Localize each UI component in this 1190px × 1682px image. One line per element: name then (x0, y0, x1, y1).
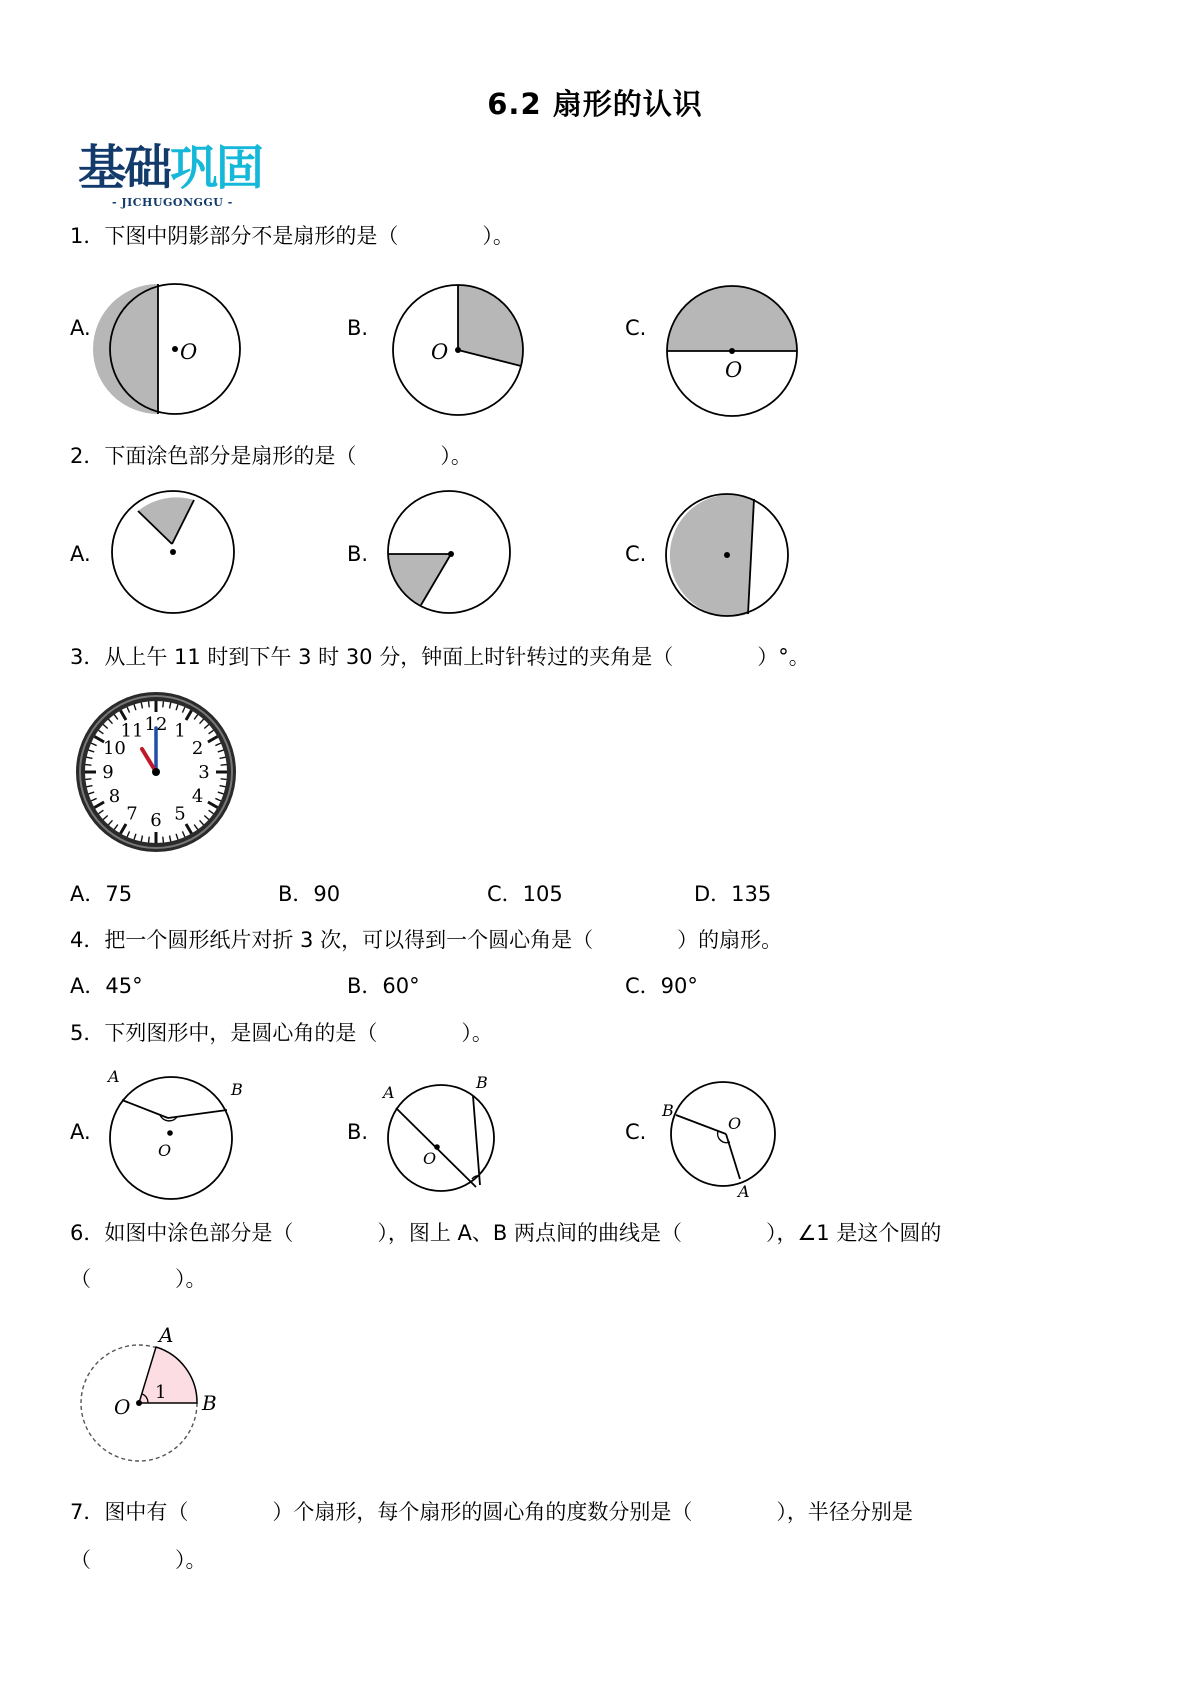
q1-option-c-label: C. (625, 316, 647, 340)
clock-minor-tick (149, 837, 150, 843)
q2-text: 2．下面涂色部分是扇形的是（ ）。 (70, 444, 472, 468)
clock-minor-tick (163, 701, 164, 707)
q2-figure-b (385, 488, 535, 618)
q1-b-shaded-sector (458, 285, 523, 366)
q2-figure-a (100, 488, 250, 618)
q2-b-center-dot (448, 551, 454, 557)
q1-text: 1．下图中阴影部分不是扇形的是（ ）。 (70, 224, 514, 248)
q4-option-c: C．90° (625, 974, 698, 998)
clock-number-4: 4 (191, 786, 204, 807)
clock-number-12: 12 (144, 714, 168, 735)
clock-minor-tick (221, 765, 227, 766)
section-logo (78, 142, 288, 214)
clock-number-1: 1 (174, 720, 186, 742)
q1-b-center-dot (455, 347, 461, 353)
logo-subtitle: - JICHUGONGGU - (112, 196, 233, 209)
q5-a-circle (110, 1077, 232, 1199)
q1-option-a-label: A. (70, 316, 91, 340)
q1-c-center-label: O (725, 358, 743, 382)
q5-option-b-label: B. (347, 1120, 369, 1144)
q2-c-center-dot (724, 552, 730, 558)
q6-label-b: B (202, 1391, 217, 1415)
q1-option-b-label: B. (347, 316, 369, 340)
q5-a-label-a: A (108, 1067, 120, 1086)
q2-option-b-label: B. (347, 542, 369, 566)
q1-figure-c (663, 280, 813, 420)
logo-text (78, 142, 262, 194)
clock-number-3: 3 (198, 762, 210, 783)
q4-option-b: B．60° (347, 974, 420, 998)
q5-a-label-b: B (231, 1080, 243, 1099)
q6-figure (76, 1318, 246, 1468)
q3-option-c: C．105 (487, 882, 563, 906)
q2-a-center-dot (170, 549, 176, 555)
q1-c-center-dot (729, 348, 735, 354)
clock-minor-tick (85, 765, 91, 766)
q2-b-shaded-region (388, 554, 451, 605)
q1-a-shaded-region (93, 284, 158, 414)
q5-figure-a (100, 1066, 260, 1206)
q1-figure-b (385, 280, 535, 420)
clock-number-7: 7 (126, 803, 138, 825)
clock-number-11: 11 (120, 720, 144, 742)
q3-clock (72, 688, 242, 858)
q3-text: 3．从上午 11 时到下午 3 时 30 分，钟面上时针转过的夹角是（ ）°。 (70, 645, 810, 669)
q4-option-a: A．45° (70, 974, 143, 998)
q2-option-a-label: A. (70, 542, 91, 566)
clock-number-9: 9 (102, 762, 114, 783)
clock-number-2: 2 (191, 738, 204, 759)
logo-text-light: 巩固 (170, 140, 263, 196)
q3-clock-center (152, 768, 160, 776)
q5-c-circle (671, 1082, 775, 1186)
page-title: 6.2 扇形的认识 (487, 87, 703, 121)
q5-a-line-a (122, 1100, 168, 1118)
q6-angle-label: 1 (155, 1382, 167, 1403)
clock-minor-tick (163, 837, 164, 843)
clock-number-5: 5 (174, 803, 186, 825)
q3-option-d: D．135 (694, 882, 772, 906)
clock-number-10: 10 (102, 738, 126, 759)
q2-option-c-label: C. (625, 542, 647, 566)
clock-minor-tick (221, 779, 227, 780)
q6-shaded-sector (139, 1347, 197, 1403)
clock-number-8: 8 (108, 786, 121, 807)
q6-text-line1: 6．如图中涂色部分是（ ），图上 A、B 两点间的曲线是（ ），∠1 是这个圆的 (70, 1221, 942, 1245)
q6-label-a: A (159, 1323, 174, 1347)
q5-c-label-o: O (728, 1114, 742, 1133)
q7-text-line1: 7．图中有（ ）个扇形，每个扇形的圆心角的度数分别是（ ），半径分别是 (70, 1500, 913, 1524)
q5-a-center-dot (167, 1130, 173, 1136)
q3-option-a: A．75 (70, 882, 133, 906)
q5-a-label-o: O (158, 1141, 172, 1160)
q1-figure-a (100, 280, 250, 420)
q6-text-line2: （ ）。 (70, 1267, 207, 1291)
q5-b-label-b: B (476, 1073, 488, 1092)
q1-a-center-dot (172, 346, 178, 352)
logo-text-dark: 基础 (78, 140, 171, 196)
q5-c-line-a (726, 1134, 740, 1179)
q5-a-line-b (168, 1110, 227, 1118)
q5-c-label-a: A (738, 1182, 750, 1201)
q1-c-shaded-semicircle (667, 286, 797, 351)
q5-b-label-a: A (383, 1083, 395, 1102)
q5-option-a-label: A. (70, 1120, 91, 1144)
q5-b-label-o: O (423, 1149, 437, 1168)
q7-text-line2: （ ）。 (70, 1548, 207, 1572)
q5-c-label-b: B (662, 1101, 674, 1120)
clock-number-6: 6 (150, 810, 162, 831)
q5-c-line-b (676, 1115, 726, 1134)
q5-text: 5．下列图形中，是圆心角的是（ ）。 (70, 1021, 493, 1045)
q1-a-center-label: O (180, 340, 198, 364)
q2-figure-c (663, 488, 813, 618)
q6-label-o: O (114, 1395, 131, 1419)
q3-option-b: B．90 (278, 882, 341, 906)
q5-figure-c (660, 1066, 820, 1206)
q5-b-line (473, 1096, 480, 1185)
q5-option-c-label: C. (625, 1120, 647, 1144)
clock-minor-tick (149, 701, 150, 707)
q6-center-dot (136, 1400, 142, 1406)
clock-minor-tick (85, 779, 91, 780)
q4-text: 4．把一个圆形纸片对折 3 次，可以得到一个圆心角是（ ）的扇形。 (70, 928, 783, 952)
q1-b-center-label: O (431, 340, 449, 364)
q5-figure-b (380, 1066, 540, 1206)
